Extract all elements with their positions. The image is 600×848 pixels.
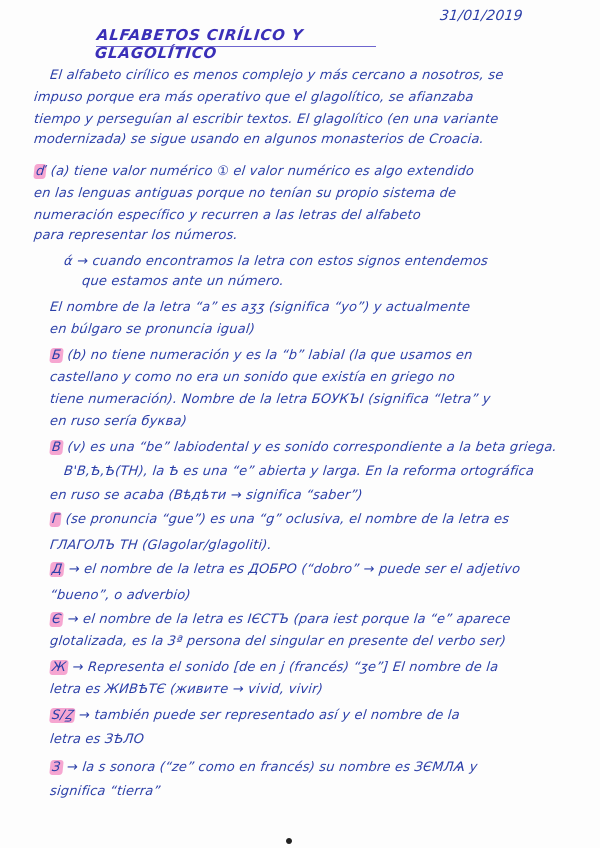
note-line-content (63, 464, 535, 479)
letter-marker: Д (49, 562, 65, 577)
note-line-content (63, 254, 489, 269)
note-line (0, 250, 600, 272)
note-text: → también puede ser representado así y el nombre de la (78, 708, 461, 723)
note-text: → la s sonora (“ze” como en francés) su nombre es ЗЄМЛѦ y (66, 760, 479, 775)
note-text: El nombre de la letra “a” es aʒʒ (significa “yo”) y actualmente (49, 300, 471, 315)
note-text: → Representa el sonido [de en j (francés) “ʒe”] El nombre de la (71, 660, 500, 675)
note-line-content (49, 348, 473, 363)
note-line-content (49, 682, 323, 697)
note-line (0, 318, 600, 340)
note-text: El alfabeto cirílico es menos complejo y más cercano a nosotros, se (49, 68, 505, 83)
note-text: → el nombre de la letra es ІЄСТЪ (para iest porque la “e” aparece (66, 612, 512, 627)
note-text: en búlgaro se pronuncia igual) (49, 322, 256, 337)
note-text: significa “tierra” (49, 784, 162, 799)
note-line (0, 128, 600, 150)
note-line (0, 656, 600, 678)
note-line (0, 410, 600, 432)
note-text: letra es ЗѢЛО (49, 732, 145, 747)
note-line (0, 436, 600, 458)
note-line-content (49, 612, 511, 627)
note-line (0, 344, 600, 366)
note-line-content (33, 208, 421, 223)
note-line (0, 204, 600, 226)
note-line-content (49, 660, 499, 675)
note-line (0, 86, 600, 108)
note-line-content (49, 488, 363, 503)
note-line-content (33, 186, 457, 201)
note-line (0, 780, 600, 802)
page-title: ALFABETOS CIRÍLICO Y GLAGOLÍTICO (94, 26, 305, 62)
note-line (0, 704, 600, 726)
note-text: ά → cuando encontramos la letra con estos signos entendemos (63, 254, 489, 269)
note-line (0, 558, 600, 580)
letter-marker: ď (35, 164, 46, 179)
note-line-content (33, 90, 474, 105)
note-line-content (49, 440, 557, 455)
note-line-content (49, 562, 521, 577)
note-text: en las lenguas antiguas porque no tenían su propio sistema de (33, 186, 458, 201)
note-line-content (33, 112, 499, 127)
note-line (0, 484, 600, 506)
note-line-content (49, 538, 272, 553)
note-text: (b) no tiene numeración y es la “b” labial (la que usamos en (66, 348, 474, 363)
note-text: “bueno”, o adverbio) (49, 588, 192, 603)
note-line-content (49, 322, 255, 337)
note-line (0, 756, 600, 778)
note-text: para representar los números. (33, 228, 239, 243)
note-line-content (33, 228, 238, 243)
letter-marker: В (51, 440, 62, 455)
note-line-content (49, 634, 506, 649)
note-line (0, 508, 600, 530)
note-line (0, 460, 600, 482)
note-text: (a) tiene valor numérico ① el valor numérico es algo extendido (50, 164, 475, 179)
note-line (0, 160, 600, 182)
title-underline (96, 46, 376, 47)
note-text: en ruso sería буква) (49, 414, 188, 429)
note-text: В'В,Ѣ,Ѣ(TH), la Ѣ es una “e” abierta y larga. En la reforma ortográfica (63, 464, 535, 479)
note-line-content (49, 370, 455, 385)
note-line (0, 270, 600, 292)
letter-marker: S/Ꙁ (51, 708, 74, 723)
note-line-content (49, 414, 187, 429)
note-line (0, 108, 600, 130)
letter-marker: З (51, 760, 62, 775)
note-line-content (49, 68, 504, 83)
note-text: en ruso se acaba (Вѣдѣти → significa “saber”) (49, 488, 364, 503)
note-text: (v) es una “be” labiodental y es sonido correspondiente a la beta griega. (66, 440, 558, 455)
note-line (0, 728, 600, 750)
note-line (0, 366, 600, 388)
note-line-content (49, 588, 191, 603)
note-text: numeración específico y recurren a las letras del alfabeto (33, 208, 422, 223)
note-line-content (49, 732, 145, 747)
document-date: 31/01/2019 (439, 8, 524, 24)
note-line-content (49, 392, 491, 407)
note-text: ГЛАГОЛЪ ТН (Glagolar/glagoliti). (49, 538, 273, 553)
note-line (0, 224, 600, 246)
note-line (0, 584, 600, 606)
note-line (0, 630, 600, 652)
note-line-content (49, 760, 478, 775)
letter-marker: Є (49, 612, 64, 627)
letter-marker: Ж (51, 660, 67, 675)
note-text: (se pronuncia “gue”) es una “g” oclusiva, el nombre de la letra es (65, 512, 510, 527)
note-line-content (49, 705, 461, 723)
note-line-content (49, 784, 161, 799)
note-text: tiene numeración). Nombre de la letra БОУКЪІ (significa “letra” y (49, 392, 492, 407)
note-line (0, 388, 600, 410)
note-line-content (81, 274, 285, 289)
note-line (0, 608, 600, 630)
note-line (0, 534, 600, 556)
note-line-content (49, 512, 510, 527)
note-line (0, 296, 600, 318)
note-text: que estamos ante un número. (81, 274, 285, 289)
note-line-content (49, 300, 471, 315)
note-text: impuso porque era más operativo que el glagolítico, se afianzaba (33, 90, 475, 105)
note-text: tiempo y perseguían al escribir textos. El glagolítico (en una variante (33, 112, 500, 127)
note-text: letra es ЖИВѢТЄ (живите → vivid, vivir) (49, 682, 324, 697)
page-mark (286, 838, 292, 844)
note-line (0, 182, 600, 204)
letter-marker: Г (51, 512, 61, 527)
note-line-content (33, 164, 475, 179)
note-text: modernizada) se sigue usando en algunos monasterios de Croacia. (33, 132, 485, 147)
letter-marker: Б (51, 348, 62, 363)
note-line-content (33, 132, 485, 147)
note-text: → el nombre de la letra es ДОБРО (“dobro” → puede ser el adjetivo (67, 562, 522, 577)
note-line (0, 64, 600, 86)
note-text: castellano y como no era un sonido que existía en griego no (49, 370, 456, 385)
note-text: glotalizada, es la 3ª persona del singular en presente del verbo ser) (49, 634, 507, 649)
note-line (0, 678, 600, 700)
